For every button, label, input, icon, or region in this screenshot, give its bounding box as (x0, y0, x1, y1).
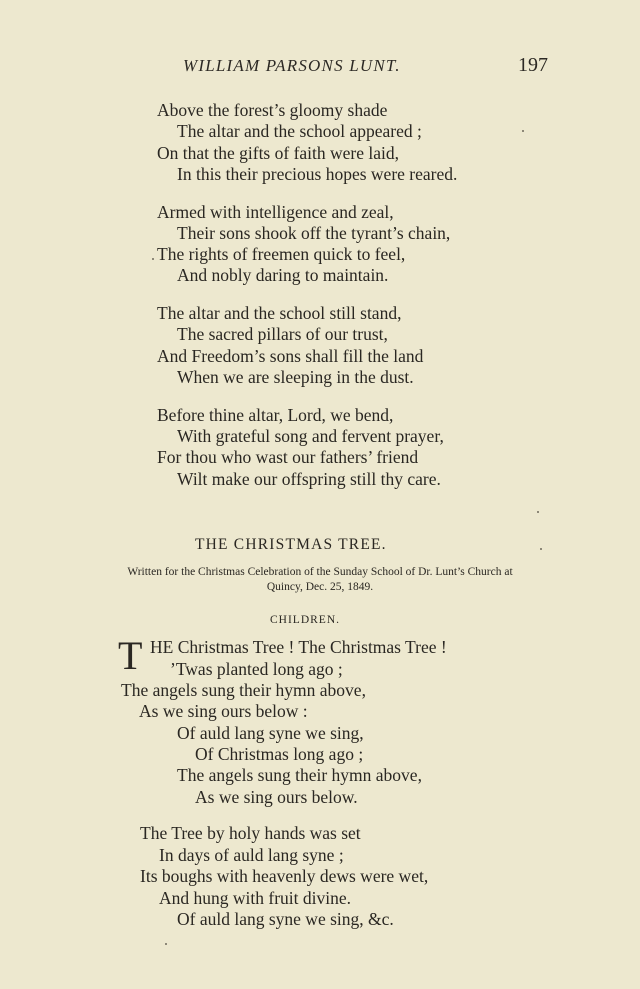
poem-line: The altar and the school appeared ; (177, 121, 422, 141)
poem-line: The rights of freemen quick to feel, (157, 244, 406, 264)
hymn-line: And hung with fruit divine. (159, 888, 351, 908)
hymn-line: The Tree by holy hands was set (140, 823, 361, 843)
poem-line: When we are sleeping in the dust. (177, 367, 414, 387)
section-subtitle-line-2: Quincy, Dec. 25, 1849. (266, 581, 374, 593)
hymn-line: As we sing ours below. (195, 787, 358, 807)
poem-line: On that the gifts of faith were laid, (157, 143, 400, 163)
page-number: 197 (518, 54, 548, 76)
speaker-label: CHILDREN. (270, 614, 341, 626)
hymn-line: As we sing ours below : (139, 701, 308, 721)
poem-line: Before thine altar, Lord, we bend, (157, 405, 394, 425)
hymn-line: Of auld lang syne we sing, &c. (177, 909, 394, 929)
hymn-line: ’Twas planted long ago ; (170, 659, 343, 679)
drop-cap: T (118, 633, 143, 678)
poem-line: For thou who wast our fathers’ friend (157, 447, 419, 467)
poem-line: Above the forest’s gloomy shade (157, 100, 388, 120)
paper-speck (152, 258, 154, 260)
hymn-line: The angels sung their hymn above, (121, 680, 366, 700)
poem-line: And Freedom’s sons shall fill the land (157, 346, 424, 366)
running-head: WILLIAM PARSONS LUNT. (183, 56, 401, 75)
paper-speck (165, 943, 167, 945)
poem-line: And nobly daring to maintain. (177, 265, 389, 285)
poem-line: In this their precious hopes were reared. (177, 164, 458, 184)
hymn-line: Of Christmas long ago ; (195, 744, 364, 764)
poem-line: Their sons shook off the tyrant’s chain, (177, 223, 451, 243)
hymn-line: Its boughs with heavenly dews were wet, (140, 866, 429, 886)
hymn-line: In days of auld lang syne ; (159, 845, 344, 865)
hymn-line: HE Christmas Tree ! The Christmas Tree ! (150, 637, 447, 657)
poem-line: The sacred pillars of our trust, (177, 324, 388, 344)
hymn-line: The angels sung their hymn above, (177, 765, 422, 785)
poem-line: Wilt make our offspring still thy care. (177, 469, 441, 489)
paper-speck (537, 511, 539, 513)
paper-speck (522, 130, 524, 132)
hymn-line: Of auld lang syne we sing, (177, 723, 364, 743)
poem-line: Armed with intelligence and zeal, (157, 202, 394, 222)
poem-line: The altar and the school still stand, (157, 303, 402, 323)
poem-line: With grateful song and fervent prayer, (177, 426, 444, 446)
section-subtitle-line-1: Written for the Christmas Celebration of the Sunday School of Dr. Lunt’s Church at (127, 566, 513, 578)
section-title: THE CHRISTMAS TREE. (195, 536, 387, 553)
paper-speck (540, 548, 542, 550)
